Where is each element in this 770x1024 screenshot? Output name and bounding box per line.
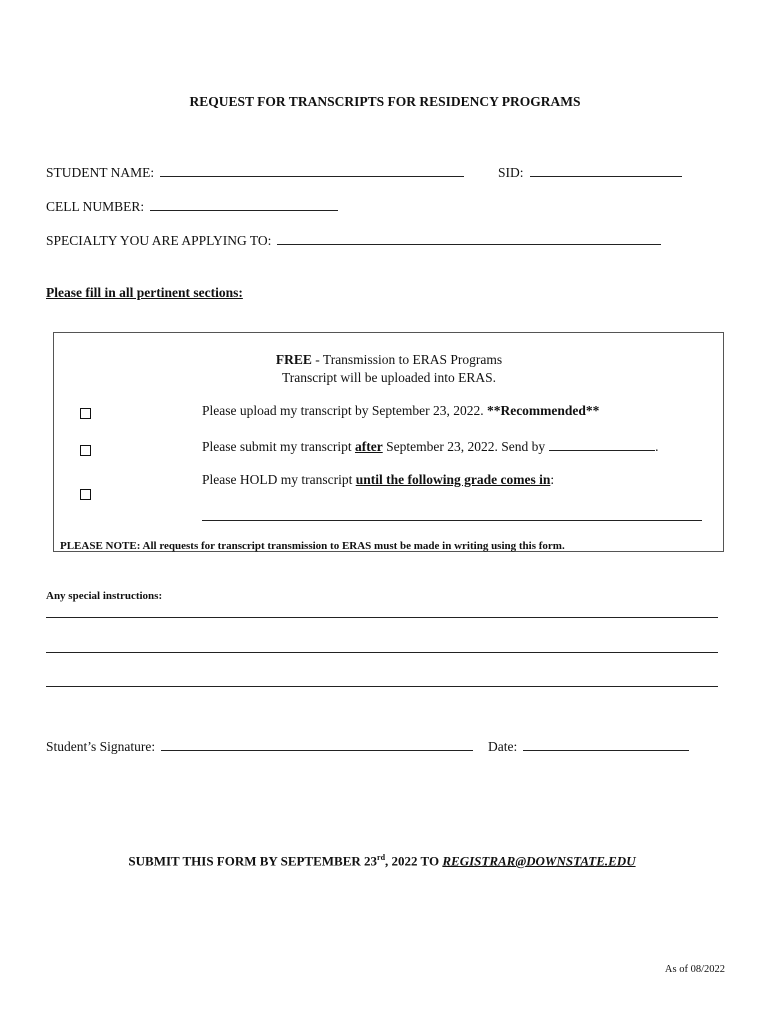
eras-options-box [53, 332, 724, 552]
grade-field[interactable] [202, 520, 702, 521]
submit-instruction [0, 853, 764, 869]
option3-label-pre: Please HOLD my transcript [202, 472, 356, 487]
option3-label-post: : [550, 472, 555, 487]
student-name-field[interactable] [160, 164, 464, 177]
special-instructions-label: Any special instructions: [46, 590, 163, 602]
free-bold: FREE [275, 352, 312, 367]
submit-middle: , 2022 TO [385, 853, 443, 869]
option2-text [202, 438, 658, 455]
registrar-email-link[interactable]: REGISTRAR@DOWNSTATE.EDU [442, 853, 636, 869]
signature-field[interactable] [161, 738, 473, 751]
cell-number-field[interactable] [150, 198, 338, 211]
option1-text [202, 403, 599, 419]
section-heading: Please fill in all pertinent sections: [46, 285, 243, 300]
signature-row [46, 738, 473, 755]
option2-label-pre: Please submit my transcript [202, 439, 355, 454]
instructions-line-3[interactable] [46, 686, 718, 687]
instructions-line-1[interactable] [46, 617, 718, 618]
option1-checkbox[interactable] [80, 408, 91, 419]
specialty-field[interactable] [277, 232, 661, 245]
student-name-row [46, 164, 464, 181]
submit-prefix: SUBMIT THIS FORM BY SEPTEMBER 23 [128, 853, 378, 869]
free-line2: Transcript will be uploaded into ERAS. [282, 370, 496, 385]
option1-recommended: **Recommended** [486, 403, 600, 418]
page-title: REQUEST FOR TRANSCRIPTS FOR RESIDENCY PROGRAMS [189, 94, 581, 109]
option2-end: . [655, 439, 659, 454]
submit-sup: rd [377, 853, 386, 862]
option2-after: after [354, 439, 383, 454]
send-by-field[interactable] [549, 438, 655, 451]
option3-text [202, 472, 554, 488]
date-label: Date: [488, 739, 518, 754]
cell-number-label: CELL NUMBER: [46, 199, 145, 214]
option3-checkbox[interactable] [80, 489, 91, 500]
sid-row [498, 164, 682, 181]
sid-label: SID: [498, 165, 524, 180]
option1-label: Please upload my transcript by September 23, 2022. [202, 403, 487, 418]
student-name-label: STUDENT NAME: [46, 165, 155, 180]
option2-checkbox[interactable] [80, 445, 91, 456]
option3-until: until the following grade comes in [355, 472, 551, 487]
free-rest: - Transmission to ERAS Programs [311, 352, 503, 367]
date-field[interactable] [523, 738, 689, 751]
cell-number-row [46, 198, 338, 215]
instructions-line-2[interactable] [46, 652, 718, 653]
specialty-row [46, 232, 661, 249]
specialty-label: SPECIALTY YOU ARE APPLYING TO: [46, 233, 272, 248]
date-row [488, 738, 689, 755]
revision-date: As of 08/2022 [664, 964, 725, 975]
free-heading [54, 351, 724, 387]
option2-label-post: September 23, 2022. Send by [382, 439, 546, 454]
please-note: PLEASE NOTE: All requests for transcript transmission to ERAS must be made in writing using this form. [60, 540, 565, 552]
sid-field[interactable] [530, 164, 682, 177]
signature-label: Student’s Signature: [46, 739, 156, 754]
